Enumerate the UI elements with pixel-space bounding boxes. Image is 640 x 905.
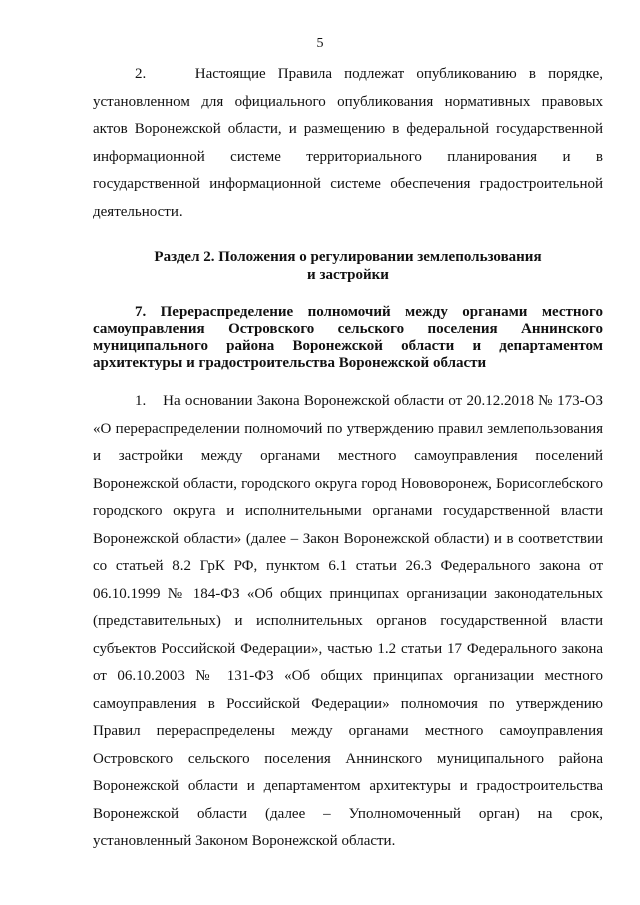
subsection-heading: 7. Перераспределение полномочий между органами местного самоуправления Островского сельского поселения Аннинского муниципального района Воронежской области и департаментом архитектуры и градостроительства Воронежской области xyxy=(93,304,603,371)
paragraph-publication: 2. Настоящие Правила подлежат опубликованию в порядке, установленном для официального опубликования нормативных правовых актов Воронежской области, и размещению в федеральной государственной информационной системе территориального планирования и в государственной информационной системе обеспечения градостроительной деятельности. xyxy=(93,66,603,220)
document-body xyxy=(93,61,603,856)
page-number: 5 xyxy=(316,36,324,51)
section-heading: Раздел 2. Положения о регулировании землепользования и застройки xyxy=(154,249,542,283)
paragraph-powers-redistribution: 1. На основании Закона Воронежской области от 20.12.2018 № 173-ОЗ «О перераспределении полномочий по утверждению правил землепользования и застройки между органами местного самоуправления поселений Воронежской области, городского округа город Нововоронеж, Борисоглебского городского округа и исполнительными органами государственной власти Воронежской области» (далее – Закон Воронежской области) и в соответствии со статьей 8.2 ГрК РФ, пунктом 6.1 статьи 26.3 Федерального закона от 06.10.1999 № 184-ФЗ «Об общих принципах организации законодательных (представительных) и исполнительных органов государственной власти субъектов Российской Федерации», частью 1.2 статьи 17 Федерального закона от 06.10.2003 № 131-ФЗ «Об общих принципах организации местного самоуправления в Российской Федерации» полномочия по утверждению Правил перераспределены между органами местного самоуправления Островского сельского поселения Аннинского муниципального района Воронежской области и департаментом архитектуры и градостроительства Воронежской области (далее – Уполномоченный орган) на срок, установленный Законом Воронежской области. xyxy=(93,393,603,849)
